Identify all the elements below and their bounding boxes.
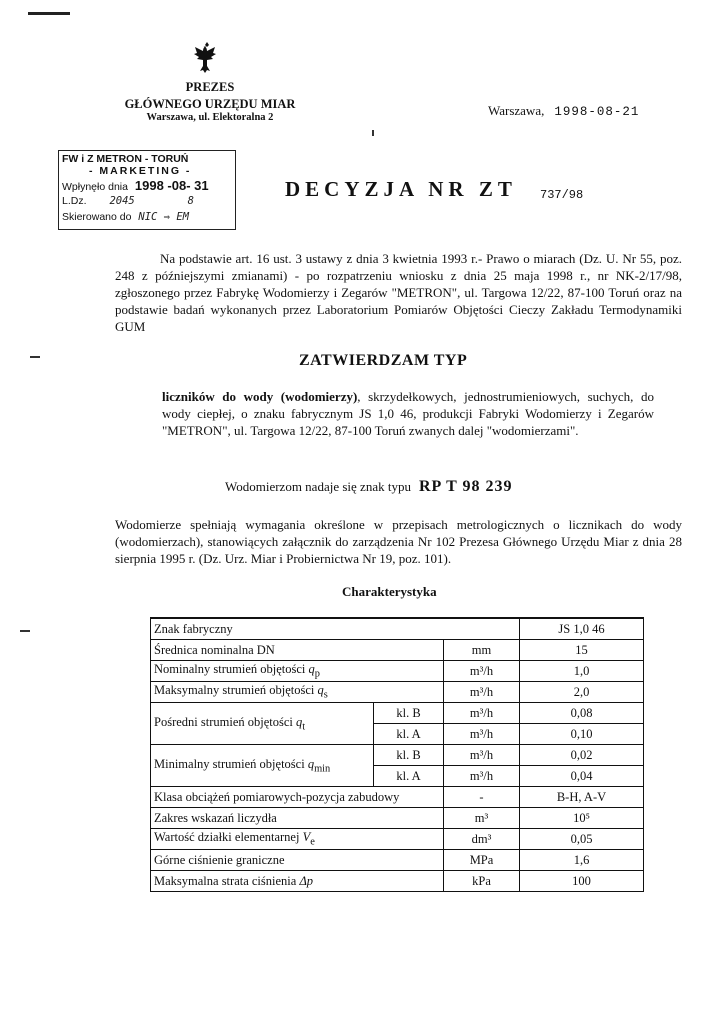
- decision-title: DECYZJA NR ZT: [285, 177, 517, 201]
- row-value: 10⁵: [520, 808, 644, 829]
- row-label-cell: [151, 682, 444, 703]
- stamp-received-label: Wpłynęło dnia: [62, 181, 128, 193]
- device-paragraph: [162, 388, 654, 439]
- stamp-company: FW i Z METRON - TORUŃ: [62, 153, 189, 165]
- row-unit: dm³: [444, 829, 520, 850]
- table-row: [151, 682, 644, 703]
- row-symbol-sub: e: [310, 836, 315, 848]
- row-label: Nominalny strumień objętości: [154, 662, 306, 677]
- row-label-cell: [151, 829, 444, 850]
- row-class: kl. B: [374, 703, 444, 724]
- row-value: 100: [520, 871, 644, 892]
- row-symbol: Δp: [299, 873, 314, 888]
- row-class: kl. B: [374, 745, 444, 766]
- row-value: 0,05: [520, 829, 644, 850]
- requirements-paragraph: Wodomierze spełniają wymagania określone w przepisach metrologicznych o licznikach do wody (wodomierzach), stanowiących załącznik do zarządzenia Nr 102 Prezesa Głównego Urzędu Miar z dnia 28 sierpnia 1995 r. (Dz. Urz. Miar i Probiernictwa Nr 19, poz. 101).: [115, 517, 682, 566]
- row-unit: m³/h: [444, 661, 520, 682]
- characteristics-table: [150, 617, 644, 892]
- table-row: [151, 787, 644, 808]
- row-unit: m³/h: [444, 703, 520, 724]
- eagle-emblem-icon: [192, 40, 222, 74]
- row-label-cell: [151, 661, 444, 682]
- issue-date: 1998-08-21: [554, 105, 640, 119]
- legal-basis-paragraph: Na podstawie art. 16 ust. 3 ustawy z dnia 3 kwietnia 1993 r.- Prawo o miarach (Dz. U. Nr 55, poz. 248 z późniejszymi zmianami) - po rozpatrzeniu wniosku z dnia 25 maja 1998 r., nr NK-2/17/98, zgłoszonego przez Fabrykę Wodomierzy i Zegarów "METRON", ul. Targowa 12/22, 87-100 Toruń oraz na podstawie badań wykonanych przez Laboratorium Pomiarów Objętości Cieczy Zakładu Termodynamiki GUM: [115, 251, 682, 334]
- row-value: B-H, A-V: [520, 787, 644, 808]
- stamp-directed-label: Skierowano do: [62, 211, 132, 223]
- table-row: [151, 703, 644, 724]
- row-symbol-sub: min: [314, 763, 331, 775]
- row-symbol: q: [308, 662, 315, 677]
- stamp-received-date: 1998 -08- 31: [134, 178, 209, 193]
- margin-mark: [20, 630, 30, 632]
- table-row: [151, 661, 644, 682]
- stamp-received: [62, 178, 209, 193]
- row-unit: m³: [444, 808, 520, 829]
- stamp-department: - MARKETING -: [89, 165, 192, 177]
- table-row: [151, 618, 644, 640]
- characteristics-title: Charakterystyka: [342, 584, 437, 599]
- row-value: 1,0: [520, 661, 644, 682]
- place-and-date: [488, 103, 639, 119]
- corner-mark: [28, 12, 70, 15]
- margin-mark: [30, 356, 40, 358]
- row-label: Znak fabryczny: [151, 618, 520, 640]
- received-stamp: [58, 150, 236, 230]
- row-label: Zakres wskazań liczydła: [151, 808, 444, 829]
- row-symbol-sub: s: [323, 689, 328, 701]
- decision-number: 737/98: [540, 188, 584, 202]
- issuer-title: PREZES: [185, 80, 235, 94]
- row-symbol-sub: p: [314, 668, 320, 680]
- device-description: , skrzydełkowych, jednostrumieniowych, suchych, do wody ciepłej, o znaku fabrycznym JS 1,0 46, produkcji Fabryki Wodomierzy i Zegarów "METRON", ul. Targowa 12/22, 87-100 Toruń zwanych dalej "wodomierzami".: [162, 389, 654, 438]
- row-label: Maksymalna strata ciśnienia: [154, 873, 297, 888]
- row-value: 0,02: [520, 745, 644, 766]
- row-class: kl. A: [374, 766, 444, 787]
- table-row: [151, 745, 644, 766]
- row-unit: MPa: [444, 850, 520, 871]
- issuer-address: Warszawa, ul. Elektoralna 2: [146, 112, 274, 123]
- row-value: 0,08: [520, 703, 644, 724]
- row-label: Średnica nominalna DN: [151, 640, 444, 661]
- table-row: [151, 640, 644, 661]
- row-unit: kPa: [444, 871, 520, 892]
- stamp-directed: [62, 211, 189, 223]
- row-symbol: q: [317, 683, 324, 698]
- row-unit: -: [444, 787, 520, 808]
- approve-heading: ZATWIERDZAM TYP: [299, 352, 468, 369]
- row-symbol-sub: t: [302, 721, 306, 733]
- tick-mark: [372, 130, 374, 136]
- row-unit: m³/h: [444, 766, 520, 787]
- row-unit: m³/h: [444, 724, 520, 745]
- row-unit: m³/h: [444, 682, 520, 703]
- row-value: 1,6: [520, 850, 644, 871]
- type-sign-text: Wodomierzom nadaje się znak typu: [225, 479, 411, 494]
- row-value: 0,10: [520, 724, 644, 745]
- row-label-cell: [151, 871, 444, 892]
- row-unit: mm: [444, 640, 520, 661]
- stamp-ldz-label: L.Dz.: [62, 195, 87, 207]
- table-row: [151, 871, 644, 892]
- row-label: Górne ciśnienie graniczne: [151, 850, 444, 871]
- table-row: [151, 829, 644, 850]
- stamp-ldz: [62, 195, 194, 207]
- row-label: Minimalny strumień objętości: [154, 756, 305, 771]
- row-class: kl. A: [374, 724, 444, 745]
- device-name: liczników do wody (wodomierzy): [162, 389, 358, 404]
- type-sign-line: [225, 478, 513, 496]
- table-row: [151, 808, 644, 829]
- stamp-ldz-extra: 8: [187, 195, 194, 207]
- row-unit: m³/h: [444, 745, 520, 766]
- row-value: 15: [520, 640, 644, 661]
- issuer-office: GŁÓWNEGO URZĘDU MIAR: [124, 97, 296, 111]
- row-symbol: q: [307, 756, 315, 771]
- row-label: Maksymalny strumień objętości: [154, 683, 315, 698]
- row-value: 0,04: [520, 766, 644, 787]
- row-symbol: V: [302, 830, 311, 845]
- row-label-cell: [151, 745, 374, 787]
- row-label: Klasa obciążeń pomiarowych-pozycja zabudowy: [151, 787, 444, 808]
- stamp-directed-value: NIC ⇒ EM: [138, 211, 189, 223]
- place: Warszawa,: [488, 103, 545, 118]
- row-label-cell: [151, 703, 374, 745]
- row-label: Wartość działki elementarnej: [154, 830, 300, 845]
- type-sign: RP T 98 239: [418, 478, 513, 495]
- table-row: [151, 850, 644, 871]
- stamp-ldz-value: 2045: [109, 195, 135, 207]
- row-symbol: q: [296, 714, 303, 729]
- row-value: 2,0: [520, 682, 644, 703]
- row-label: Pośredni strumień objętości: [154, 714, 293, 729]
- row-value: JS 1,0 46: [520, 618, 644, 640]
